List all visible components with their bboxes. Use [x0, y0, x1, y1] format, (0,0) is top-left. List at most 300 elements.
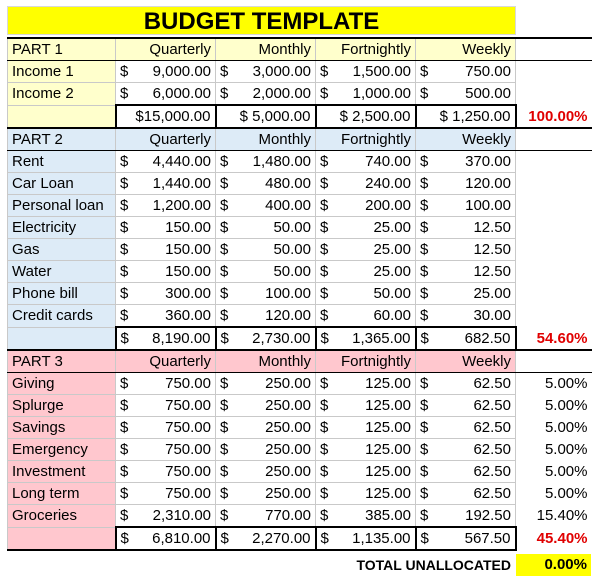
currency-symbol: $	[220, 241, 229, 258]
total-amount-cell[interactable]	[116, 527, 216, 550]
amount-cell[interactable]	[316, 395, 416, 417]
amount-value: 62.50	[473, 441, 511, 458]
currency-symbol: $	[420, 219, 429, 236]
amount-value: 1,440.00	[152, 175, 211, 192]
amount-value: 567.50	[464, 530, 511, 547]
currency-symbol: $	[220, 375, 229, 392]
amount-value: 6,810.00	[152, 530, 211, 547]
currency-symbol: $	[320, 419, 329, 436]
amount-value: 1,365.00	[352, 330, 411, 347]
amount-cell[interactable]	[316, 505, 416, 528]
currency-symbol: $	[120, 153, 129, 170]
table-row	[8, 61, 592, 83]
amount-cell[interactable]	[116, 417, 216, 439]
amount-value: 750.00	[165, 485, 211, 502]
percent-cell: 5.00%	[544, 375, 588, 393]
amount-value: 62.50	[473, 485, 511, 502]
amount-value: 1,500.00	[352, 63, 411, 80]
amount-cell[interactable]	[316, 217, 416, 239]
amount-cell[interactable]	[216, 505, 316, 528]
table-row	[8, 439, 592, 461]
amount-value: 60.00	[373, 307, 411, 324]
amount-value: 25.00	[473, 285, 511, 302]
amount-cell[interactable]	[316, 305, 416, 328]
currency-symbol: $	[420, 285, 429, 302]
currency-symbol: $	[220, 85, 229, 102]
column-header-monthly: Monthly	[216, 350, 316, 373]
amount-cell[interactable]	[116, 195, 216, 217]
amount-cell[interactable]	[116, 239, 216, 261]
table-row	[8, 461, 592, 483]
amount-cell[interactable]	[116, 483, 216, 505]
amount-value: 2,310.00	[152, 507, 211, 524]
amount-cell[interactable]	[316, 483, 416, 505]
amount-cell[interactable]	[116, 83, 216, 106]
currency-symbol: $	[320, 485, 329, 502]
amount-cell[interactable]	[416, 217, 516, 239]
currency-symbol: $	[120, 530, 129, 547]
currency-symbol: $	[320, 530, 329, 547]
percent-cell	[516, 239, 592, 261]
amount-value: 300.00	[165, 285, 211, 302]
amount-value: 360.00	[165, 307, 211, 324]
currency-symbol: $	[320, 85, 329, 102]
amount-value: 4,440.00	[152, 153, 211, 170]
table-row	[8, 417, 592, 439]
amount-value: 192.50	[465, 507, 511, 524]
amount-cell[interactable]	[316, 439, 416, 461]
row-label: Income 2	[8, 83, 116, 106]
amount-cell[interactable]	[216, 261, 316, 283]
amount-cell[interactable]	[216, 83, 316, 106]
currency-symbol: $	[120, 219, 129, 236]
part1-label: PART 1	[8, 38, 116, 61]
part3-total-row	[8, 527, 592, 550]
amount-cell[interactable]	[116, 283, 216, 305]
currency-symbol: $	[420, 63, 429, 80]
amount-value: 480.00	[265, 175, 311, 192]
amount-value: 370.00	[465, 153, 511, 170]
percent-cell	[516, 128, 592, 151]
percent-cell: 5.00%	[544, 419, 588, 436]
amount-value: 120.00	[265, 307, 311, 324]
column-header-weekly: Weekly	[416, 38, 516, 61]
amount-cell[interactable]	[416, 461, 516, 483]
column-header-fortnightly: Fortnightly	[316, 128, 416, 151]
amount-value: 62.50	[473, 375, 511, 392]
amount-value: 100.00	[265, 285, 311, 302]
amount-value: 25.00	[373, 219, 411, 236]
budget-table	[7, 37, 592, 551]
row-label: Income 1	[8, 61, 116, 83]
amount-cell[interactable]	[216, 239, 316, 261]
column-header-quarterly: Quarterly	[116, 350, 216, 373]
amount-cell[interactable]	[316, 239, 416, 261]
amount-cell[interactable]	[316, 261, 416, 283]
amount-value: 500.00	[465, 85, 511, 102]
currency-symbol: $	[120, 307, 129, 324]
amount-value: 125.00	[365, 463, 411, 480]
amount-cell[interactable]	[416, 505, 516, 528]
amount-cell[interactable]	[316, 373, 416, 395]
total-amount-cell[interactable]	[216, 527, 316, 550]
currency-symbol: $	[320, 219, 329, 236]
row-label: Rent	[8, 151, 116, 173]
amount-cell[interactable]	[216, 373, 316, 395]
currency-symbol: $	[420, 441, 429, 458]
currency-symbol: $	[420, 175, 429, 192]
total-amount-cell[interactable]	[316, 327, 416, 350]
currency-symbol: $	[420, 241, 429, 258]
row-label: Investment	[8, 461, 116, 483]
amount-cell[interactable]	[416, 373, 516, 395]
column-header-quarterly: Quarterly	[116, 128, 216, 151]
currency-symbol: $	[420, 419, 429, 436]
currency-symbol: $	[320, 330, 329, 347]
amount-cell[interactable]	[216, 173, 316, 195]
currency-symbol: $	[420, 153, 429, 170]
row-label: Giving	[8, 373, 116, 395]
currency-symbol: $	[320, 241, 329, 258]
percent-cell	[516, 195, 592, 217]
part3-label: PART 3	[8, 350, 116, 373]
percent-cell: 5.00%	[544, 485, 588, 502]
percent-cell	[516, 305, 592, 328]
percent-cell: 15.40%	[536, 507, 588, 525]
amount-value: 150.00	[165, 263, 211, 280]
part2-header-row	[8, 128, 592, 151]
currency-symbol: $	[220, 419, 229, 436]
percent-cell: 5.00%	[544, 441, 588, 458]
total-amount-cell[interactable]	[416, 527, 516, 550]
currency-symbol: $	[120, 507, 129, 524]
percent-cell	[516, 38, 592, 61]
part2-total-percent: 54.60%	[536, 329, 588, 347]
amount-cell[interactable]	[216, 395, 316, 417]
amount-value: 250.00	[265, 441, 311, 458]
amount-cell[interactable]	[316, 83, 416, 106]
currency-symbol: $	[320, 397, 329, 414]
row-label: Splurge	[8, 395, 116, 417]
currency-symbol: $	[420, 530, 429, 547]
currency-symbol: $	[220, 330, 229, 347]
currency-symbol: $	[420, 375, 429, 392]
amount-value: 750.00	[165, 441, 211, 458]
amount-cell[interactable]	[316, 283, 416, 305]
amount-value: 250.00	[265, 485, 311, 502]
total-unallocated-row	[0, 554, 595, 578]
amount-cell[interactable]	[416, 305, 516, 328]
amount-cell[interactable]	[316, 417, 416, 439]
currency-symbol: $	[120, 441, 129, 458]
currency-symbol: $	[120, 419, 129, 436]
total-amount-cell[interactable]: $ 5,000.00	[216, 105, 316, 128]
amount-cell[interactable]	[216, 439, 316, 461]
amount-value: 12.50	[473, 263, 511, 280]
table-row	[8, 217, 592, 239]
amount-cell[interactable]	[216, 483, 316, 505]
currency-symbol: $	[220, 219, 229, 236]
table-row	[8, 239, 592, 261]
amount-cell[interactable]	[216, 151, 316, 173]
amount-cell[interactable]	[216, 461, 316, 483]
currency-symbol: $	[120, 375, 129, 392]
amount-cell[interactable]	[416, 395, 516, 417]
budget-title: BUDGET TEMPLATE	[7, 6, 516, 35]
percent-cell	[516, 61, 592, 83]
amount-cell[interactable]	[416, 483, 516, 505]
percent-cell: 5.00%	[544, 397, 588, 414]
amount-value: 125.00	[365, 375, 411, 392]
currency-symbol: $	[320, 263, 329, 280]
amount-cell[interactable]	[116, 373, 216, 395]
table-row	[8, 395, 592, 417]
amount-cell[interactable]	[416, 239, 516, 261]
amount-value: 250.00	[265, 463, 311, 480]
amount-cell[interactable]	[316, 151, 416, 173]
currency-symbol: $	[320, 441, 329, 458]
amount-cell[interactable]	[116, 305, 216, 328]
amount-value: 400.00	[265, 197, 311, 214]
amount-cell[interactable]	[416, 151, 516, 173]
currency-symbol: $	[220, 197, 229, 214]
amount-value: 25.00	[373, 241, 411, 258]
currency-symbol: $	[120, 463, 129, 480]
amount-cell[interactable]	[116, 217, 216, 239]
currency-symbol: $	[220, 463, 229, 480]
currency-symbol: $	[120, 197, 129, 214]
currency-symbol: $	[120, 397, 129, 414]
part1-total-row	[8, 105, 592, 128]
amount-cell[interactable]	[116, 261, 216, 283]
currency-symbol: $	[120, 263, 129, 280]
total-amount-cell[interactable]	[316, 527, 416, 550]
total-label-cell	[8, 327, 116, 350]
amount-cell[interactable]	[216, 417, 316, 439]
currency-symbol: $	[420, 485, 429, 502]
amount-cell[interactable]	[116, 151, 216, 173]
amount-value: 2,730.00	[252, 330, 311, 347]
currency-symbol: $	[420, 330, 429, 347]
total-amount-cell[interactable]	[416, 327, 516, 350]
row-label: Savings	[8, 417, 116, 439]
amount-cell[interactable]	[316, 461, 416, 483]
amount-value: 30.00	[473, 307, 511, 324]
total-unallocated-label: TOTAL UNALLOCATED	[356, 557, 511, 573]
amount-value: 50.00	[273, 241, 311, 258]
currency-symbol: $	[220, 307, 229, 324]
amount-cell[interactable]	[416, 83, 516, 106]
amount-cell[interactable]	[416, 173, 516, 195]
amount-cell[interactable]	[116, 461, 216, 483]
percent-cell	[516, 173, 592, 195]
table-row	[8, 195, 592, 217]
currency-symbol: $	[120, 285, 129, 302]
column-header-monthly: Monthly	[216, 38, 316, 61]
amount-value: 25.00	[373, 263, 411, 280]
amount-value: 385.00	[365, 507, 411, 524]
currency-symbol: $	[420, 463, 429, 480]
amount-value: 50.00	[273, 263, 311, 280]
total-amount-cell[interactable]: $ 2,500.00	[316, 105, 416, 128]
currency-symbol: $	[320, 507, 329, 524]
part2-total-row	[8, 327, 592, 350]
currency-symbol: $	[220, 63, 229, 80]
row-label: Long term	[8, 483, 116, 505]
part2-label: PART 2	[8, 128, 116, 151]
currency-symbol: $	[420, 263, 429, 280]
amount-value: 250.00	[265, 375, 311, 392]
table-row	[8, 283, 592, 305]
amount-cell[interactable]	[316, 195, 416, 217]
table-row	[8, 83, 592, 106]
amount-cell[interactable]	[416, 417, 516, 439]
amount-value: 62.50	[473, 463, 511, 480]
row-label: Gas	[8, 239, 116, 261]
currency-symbol: $	[120, 175, 129, 192]
column-header-fortnightly: Fortnightly	[316, 38, 416, 61]
percent-cell: 5.00%	[544, 463, 588, 480]
currency-symbol: $	[320, 375, 329, 392]
currency-symbol: $	[220, 175, 229, 192]
percent-cell	[516, 151, 592, 173]
total-amount-cell[interactable]: $ 1,250.00	[416, 105, 516, 128]
amount-cell[interactable]	[216, 283, 316, 305]
currency-symbol: $	[220, 285, 229, 302]
amount-value: 3,000.00	[252, 63, 311, 80]
amount-cell[interactable]	[116, 439, 216, 461]
row-label: Electricity	[8, 217, 116, 239]
amount-value: 9,000.00	[152, 63, 211, 80]
currency-symbol: $	[320, 153, 329, 170]
amount-value: 62.50	[473, 397, 511, 414]
amount-value: 125.00	[365, 441, 411, 458]
currency-symbol: $	[320, 307, 329, 324]
amount-cell[interactable]	[416, 61, 516, 83]
percent-cell	[516, 83, 592, 106]
amount-value: 12.50	[473, 219, 511, 236]
currency-symbol: $	[220, 530, 229, 547]
amount-value: 250.00	[265, 419, 311, 436]
total-label-cell	[8, 527, 116, 550]
amount-cell[interactable]	[416, 261, 516, 283]
amount-value: 200.00	[365, 197, 411, 214]
amount-cell[interactable]	[216, 217, 316, 239]
amount-value: 682.50	[464, 330, 511, 347]
amount-cell[interactable]	[416, 439, 516, 461]
amount-value: 1,135.00	[352, 530, 411, 547]
amount-value: 125.00	[365, 419, 411, 436]
amount-value: 150.00	[165, 241, 211, 258]
row-label: Groceries	[8, 505, 116, 528]
amount-cell[interactable]	[116, 395, 216, 417]
table-row	[8, 373, 592, 395]
amount-value: 2,270.00	[252, 530, 311, 547]
part3-total-percent: 45.40%	[536, 530, 588, 547]
part1-header-row	[8, 38, 592, 61]
table-row	[8, 505, 592, 528]
amount-cell[interactable]	[116, 505, 216, 528]
amount-value: 100.00	[465, 197, 511, 214]
amount-cell[interactable]	[416, 195, 516, 217]
total-amount-cell[interactable]	[216, 327, 316, 350]
amount-cell[interactable]	[316, 173, 416, 195]
amount-value: 750.00	[165, 397, 211, 414]
amount-value: 120.00	[465, 175, 511, 192]
amount-cell[interactable]	[116, 173, 216, 195]
amount-cell[interactable]	[216, 195, 316, 217]
amount-value: 150.00	[165, 219, 211, 236]
amount-value: 6,000.00	[152, 85, 211, 102]
row-label: Emergency	[8, 439, 116, 461]
currency-symbol: $	[220, 441, 229, 458]
row-label: Credit cards	[8, 305, 116, 328]
part1-total-percent: 100.00%	[528, 107, 588, 125]
amount-value: 770.00	[265, 507, 311, 524]
currency-symbol: $	[320, 63, 329, 80]
currency-symbol: $	[320, 463, 329, 480]
row-label: Car Loan	[8, 173, 116, 195]
amount-cell[interactable]	[216, 305, 316, 328]
amount-value: 62.50	[473, 419, 511, 436]
part3-header-row	[8, 350, 592, 373]
row-label: Water	[8, 261, 116, 283]
currency-symbol: $	[120, 330, 129, 347]
currency-symbol: $	[120, 241, 129, 258]
amount-cell[interactable]	[216, 61, 316, 83]
amount-value: 740.00	[365, 153, 411, 170]
table-row	[8, 151, 592, 173]
amount-value: 50.00	[273, 219, 311, 236]
row-label: Personal loan	[8, 195, 116, 217]
column-header-quarterly: Quarterly	[116, 38, 216, 61]
row-label: Phone bill	[8, 283, 116, 305]
currency-symbol: $	[320, 197, 329, 214]
column-header-weekly: Weekly	[416, 350, 516, 373]
amount-cell[interactable]	[416, 283, 516, 305]
amount-value: 8,190.00	[152, 330, 211, 347]
amount-value: 125.00	[365, 485, 411, 502]
currency-symbol: $	[320, 285, 329, 302]
table-row	[8, 483, 592, 505]
currency-symbol: $	[120, 63, 129, 80]
amount-value: 750.00	[165, 463, 211, 480]
amount-value: 250.00	[265, 397, 311, 414]
currency-symbol: $	[220, 507, 229, 524]
currency-symbol: $	[420, 307, 429, 324]
percent-cell	[516, 261, 592, 283]
total-amount-cell[interactable]	[116, 327, 216, 350]
percent-cell	[516, 350, 592, 373]
currency-symbol: $	[120, 85, 129, 102]
currency-symbol: $	[220, 485, 229, 502]
currency-symbol: $	[220, 263, 229, 280]
currency-symbol: $	[320, 175, 329, 192]
column-header-monthly: Monthly	[216, 128, 316, 151]
currency-symbol: $	[220, 397, 229, 414]
currency-symbol: $	[120, 485, 129, 502]
amount-cell[interactable]	[316, 61, 416, 83]
total-amount-cell[interactable]: $15,000.00	[116, 105, 216, 128]
percent-cell	[516, 217, 592, 239]
currency-symbol: $	[420, 507, 429, 524]
amount-cell[interactable]	[116, 61, 216, 83]
amount-value: 12.50	[473, 241, 511, 258]
amount-value: 1,480.00	[252, 153, 311, 170]
total-unallocated-value[interactable]: 0.00%	[516, 554, 591, 576]
column-header-weekly: Weekly	[416, 128, 516, 151]
amount-value: 125.00	[365, 397, 411, 414]
